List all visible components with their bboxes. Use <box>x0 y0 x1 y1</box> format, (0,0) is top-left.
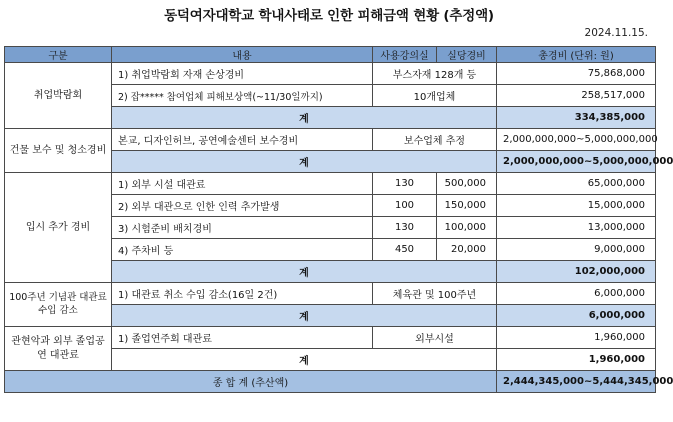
grand-total-value: 2,444,345,000~5,444,345,000 <box>497 371 656 393</box>
subtotal-label: 계 <box>112 151 497 173</box>
category-cell: 관현악과 외부 졸업공연 대관료 <box>5 327 112 371</box>
category-cell: 입시 추가 경비 <box>5 173 112 283</box>
grand-total-row <box>5 371 656 393</box>
content-cell: 2) 외부 대관으로 인한 인력 추가발생 <box>112 195 373 217</box>
content-cell: 1) 취업박람회 자재 손상경비 <box>112 63 373 85</box>
content-cell: 2) 잡***** 참여업체 피해보상액(~11/30일까지) <box>112 85 373 107</box>
rooms-cell: 130 <box>373 173 437 195</box>
header-unit-cost: 실당경비 <box>437 47 497 63</box>
grand-total-label: 종 합 계 (추산액) <box>5 371 497 393</box>
total-cell: 13,000,000 <box>497 217 656 239</box>
rooms-cell: 보수업체 추정 <box>373 129 497 151</box>
header-rooms: 사용강의실 <box>373 47 437 63</box>
subtotal-label: 계 <box>112 261 497 283</box>
category-cell: 건물 보수 및 청소경비 <box>5 129 112 173</box>
total-cell: 65,000,000 <box>497 173 656 195</box>
rooms-cell: 부스자재 128개 등 <box>373 63 497 85</box>
table-row <box>5 63 656 85</box>
subtotal-value: 6,000,000 <box>497 305 656 327</box>
subtotal-label: 계 <box>112 349 497 371</box>
content-cell: 4) 주차비 등 <box>112 239 373 261</box>
table-row <box>5 173 656 195</box>
subtotal-value: 102,000,000 <box>497 261 656 283</box>
subtotal-label: 계 <box>112 305 497 327</box>
header-content: 내용 <box>112 47 373 63</box>
damage-table <box>4 46 673 393</box>
subtotal-value: 334,385,000 <box>497 107 656 129</box>
content-cell: 본교, 디자인허브, 공연예술센터 보수경비 <box>112 129 373 151</box>
total-cell: 9,000,000 <box>497 239 656 261</box>
total-cell: 2,000,000,000~5,000,000,000 <box>497 129 656 151</box>
total-cell: 1,960,000 <box>497 327 656 349</box>
rooms-cell: 130 <box>373 217 437 239</box>
rooms-cell: 450 <box>373 239 437 261</box>
subtotal-label: 계 <box>112 107 497 129</box>
rooms-cell: 10개업체 <box>373 85 497 107</box>
table-row <box>5 327 656 349</box>
subtotal-value: 1,960,000 <box>497 349 656 371</box>
page-title: 동덕여자대학교 학내사태로 인한 피해금액 현황 (추정액) <box>164 8 494 24</box>
report-date: 2024.11.15. <box>584 27 648 39</box>
rooms-cell: 체육관 및 100주년 <box>373 283 497 305</box>
unit-cost-cell: 100,000 <box>437 217 497 239</box>
header-total: 총경비 (단위: 원) <box>497 47 656 63</box>
unit-cost-cell: 500,000 <box>437 173 497 195</box>
unit-cost-cell: 150,000 <box>437 195 497 217</box>
content-cell: 1) 외부 시설 대관료 <box>112 173 373 195</box>
total-cell: 15,000,000 <box>497 195 656 217</box>
table-row <box>5 129 656 151</box>
content-cell: 3) 시험준비 배치경비 <box>112 217 373 239</box>
total-cell: 258,517,000 <box>497 85 656 107</box>
category-cell: 취업박람회 <box>5 63 112 129</box>
unit-cost-cell: 20,000 <box>437 239 497 261</box>
table-header-row <box>5 47 656 63</box>
subtotal-value: 2,000,000,000~5,000,000,000 <box>497 151 656 173</box>
content-cell: 1) 졸업연주회 대관료 <box>112 327 373 349</box>
header-category: 구분 <box>5 47 112 63</box>
table-row <box>5 283 656 305</box>
rooms-cell: 외부시설 <box>373 327 497 349</box>
rooms-cell: 100 <box>373 195 437 217</box>
category-cell: 100주년 기념관 대관료 수입 감소 <box>5 283 112 327</box>
total-cell: 6,000,000 <box>497 283 656 305</box>
content-cell: 1) 대관료 취소 수입 감소(16일 2건) <box>112 283 373 305</box>
total-cell: 75,868,000 <box>497 63 656 85</box>
